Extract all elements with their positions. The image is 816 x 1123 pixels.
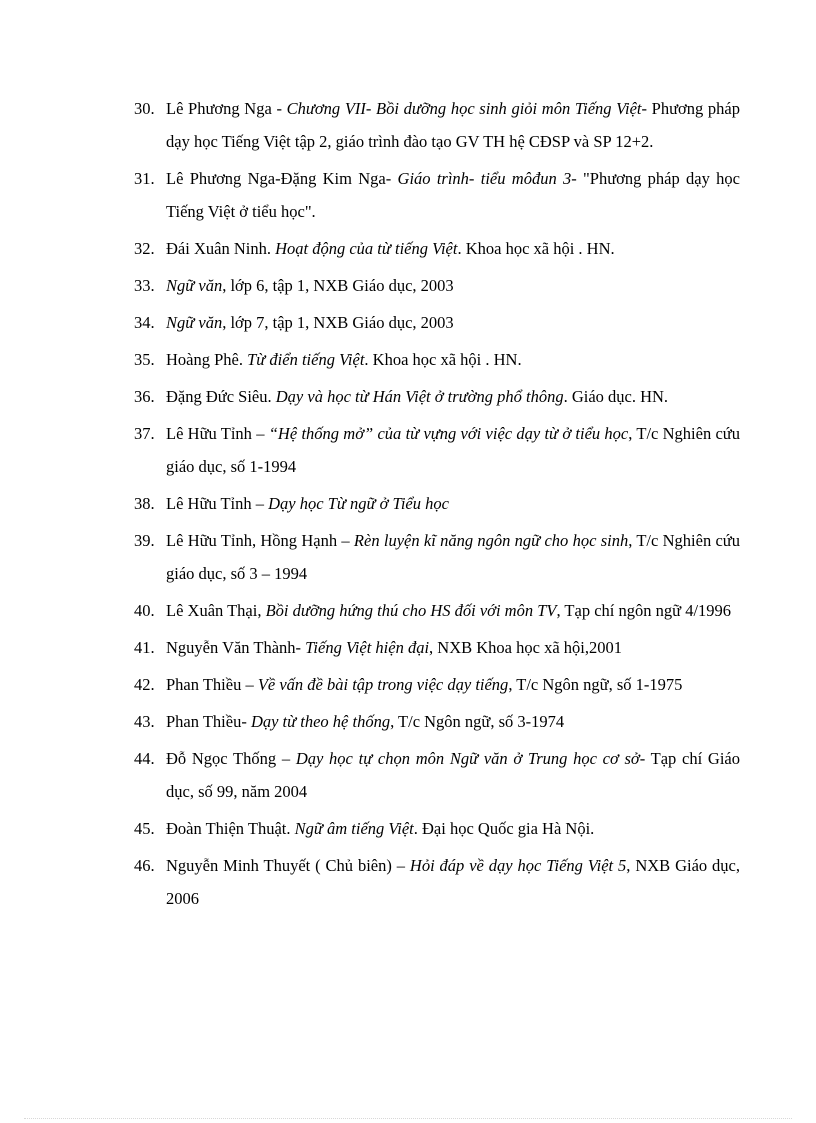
reference-title: Dạy học Từ ngữ ở Tiểu học: [268, 494, 449, 513]
reference-text: [166, 417, 740, 483]
reference-number: 30.: [134, 99, 155, 118]
reference-text: [166, 487, 740, 520]
reference-segment: - Tạp chí Giáo dục, số 99, năm 2004: [166, 749, 740, 801]
reference-text: [166, 742, 740, 808]
reference-title: Giáo trình- tiểu môđun 3: [397, 169, 572, 188]
reference-title: Tiếng Việt hiện đại: [305, 638, 430, 657]
reference-number: 36.: [134, 387, 155, 406]
reference-text: [166, 631, 740, 664]
reference-item: [134, 380, 740, 413]
reference-segment: , NXB Khoa học xã hội,2001: [429, 638, 622, 657]
reference-text: [166, 524, 740, 590]
reference-item: [134, 524, 740, 590]
reference-title: Về vấn đề bài tập trong việc dạy tiếng: [257, 675, 509, 694]
reference-number: 43.: [134, 712, 155, 731]
reference-segment: Đỗ Ngọc Thống –: [166, 749, 296, 768]
reference-title: Từ điển tiếng Việt: [247, 350, 365, 369]
reference-text: [166, 92, 740, 158]
reference-title: “Hệ thống mở” của từ vựng với việc dạy từ ở tiểu học: [268, 424, 629, 443]
reference-title: Dạy và học từ Hán Việt ở trường phổ thông: [275, 387, 564, 406]
reference-segment: Lê Hữu Tỉnh –: [166, 424, 269, 443]
reference-segment: Đoàn Thiện Thuật.: [166, 819, 295, 838]
reference-number: 35.: [134, 350, 155, 369]
reference-item: [134, 232, 740, 265]
reference-segment: . Khoa học xã hội . HN.: [364, 350, 522, 369]
reference-number: 45.: [134, 819, 155, 838]
reference-text: [166, 343, 740, 376]
reference-segment: Lê Phương Nga -: [166, 99, 287, 118]
reference-title: Chương VII- Bồi dưỡng học sinh giỏi môn Tiếng Việt: [286, 99, 642, 118]
reference-segment: - "Phương pháp dạy học Tiếng Việt ở tiểu học".: [166, 169, 740, 221]
page-bottom-divider: [24, 1118, 792, 1119]
reference-segment: Lê Hữu Tỉnh, Hồng Hạnh –: [166, 531, 354, 550]
reference-text: [166, 306, 740, 339]
reference-segment: , Tạp chí ngôn ngữ 4/1996: [556, 601, 732, 620]
reference-segment: Phan Thiều-: [166, 712, 251, 731]
reference-number: 33.: [134, 276, 155, 295]
reference-title: Ngữ văn: [166, 276, 223, 295]
reference-item: [134, 812, 740, 845]
reference-segment: , T/c Nghiên cứu giáo dục, số 3 – 1994: [166, 531, 741, 583]
reference-segment: Phan Thiều –: [166, 675, 258, 694]
reference-segment: Lê Hữu Tỉnh –: [166, 494, 269, 513]
reference-number: 44.: [134, 749, 155, 768]
reference-item: [134, 594, 740, 627]
reference-title: Hỏi đáp về dạy học Tiếng Việt 5: [409, 856, 627, 875]
reference-number: 46.: [134, 856, 155, 875]
reference-item: [134, 306, 740, 339]
reference-item: [134, 162, 740, 228]
reference-text: [166, 705, 740, 738]
reference-segment: , T/c Nghiên cứu giáo dục, số 1-1994: [166, 424, 741, 476]
reference-segment: Đái Xuân Ninh.: [166, 239, 276, 258]
reference-item: [134, 668, 740, 701]
reference-segment: Nguyễn Minh Thuyết ( Chủ biên) –: [166, 856, 410, 875]
reference-number: 37.: [134, 424, 155, 443]
reference-segment: , lớp 7, tập 1, NXB Giáo dục, 2003: [222, 313, 454, 332]
reference-item: [134, 92, 740, 158]
reference-text: [166, 380, 740, 413]
reference-item: [134, 343, 740, 376]
reference-segment: , T/c Ngôn ngữ, số 3-1974: [390, 712, 565, 731]
reference-title: Ngữ văn: [166, 313, 223, 332]
reference-item: [134, 417, 740, 483]
reference-segment: Lê Phương Nga-Đặng Kim Nga-: [166, 169, 398, 188]
reference-text: [166, 668, 740, 701]
reference-segment: Đặng Đức Siêu.: [166, 387, 276, 406]
reference-number: 42.: [134, 675, 155, 694]
reference-number: 38.: [134, 494, 155, 513]
reference-title: Hoạt động của từ tiếng Việt: [275, 239, 458, 258]
reference-item: [134, 705, 740, 738]
reference-item: [134, 269, 740, 302]
reference-text: [166, 849, 740, 915]
reference-text: [166, 232, 740, 265]
reference-text: [166, 162, 740, 228]
reference-number: 31.: [134, 169, 155, 188]
reference-segment: - Phương pháp dạy học Tiếng Việt tập 2, giáo trình đào tạo GV TH hệ CĐSP và SP 12+2.: [166, 99, 741, 151]
reference-number: 34.: [134, 313, 155, 332]
reference-segment: , NXB Giáo dục, 2006: [166, 856, 740, 908]
reference-number: 41.: [134, 638, 155, 657]
reference-number: 39.: [134, 531, 155, 550]
reference-title: Rèn luyện kĩ năng ngôn ngữ cho học sinh: [353, 531, 629, 550]
reference-title: Ngữ âm tiếng Việt: [294, 819, 414, 838]
reference-segment: . Đại học Quốc gia Hà Nội.: [413, 819, 595, 838]
reference-segment: . Giáo dục. HN.: [563, 387, 669, 406]
reference-segment: Hoàng Phê.: [166, 350, 248, 369]
reference-title: Bồi dưỡng hứng thú cho HS đối với môn TV: [265, 601, 557, 620]
reference-text: [166, 594, 740, 627]
reference-text: [166, 812, 740, 845]
reference-item: [134, 487, 740, 520]
reference-item: [134, 742, 740, 808]
reference-number: 32.: [134, 239, 155, 258]
reference-segment: Lê Xuân Thại,: [166, 601, 266, 620]
reference-segment: Nguyễn Văn Thành-: [166, 638, 306, 657]
reference-text: [166, 269, 740, 302]
reference-item: [134, 631, 740, 664]
reference-segment: . Khoa học xã hội . HN.: [457, 239, 615, 258]
reference-number: 40.: [134, 601, 155, 620]
reference-title: Dạy học tự chọn môn Ngữ văn ở Trung học cơ sở: [295, 749, 640, 768]
reference-segment: , T/c Ngôn ngữ, số 1-1975: [508, 675, 683, 694]
reference-list: [134, 92, 740, 915]
reference-segment: , lớp 6, tập 1, NXB Giáo dục, 2003: [222, 276, 454, 295]
reference-item: [134, 849, 740, 915]
reference-title: Dạy từ theo hệ thống: [250, 712, 391, 731]
